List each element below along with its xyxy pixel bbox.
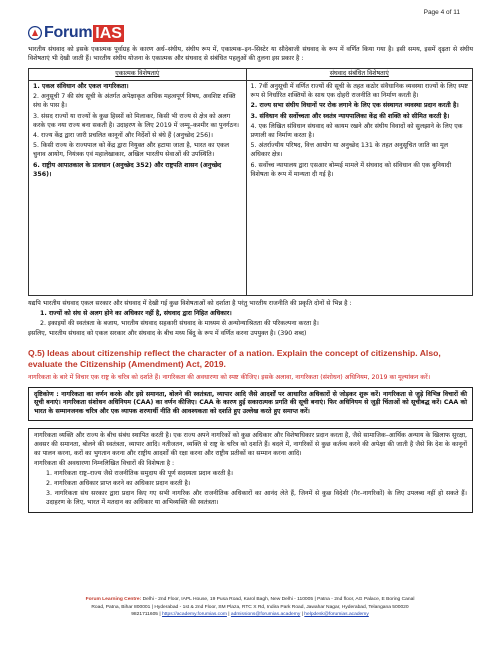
- federal-item: 3. संविधान की सर्वोच्चता और स्वतंत्र न्यायपालिका केंद्र की शक्ति को सीमित करती है।: [250, 112, 450, 120]
- footer-helpdesk-link[interactable]: helpdesk@forumias.academy: [304, 612, 369, 618]
- list-item: 3. नागरिकता संघ सरकार द्वारा प्रदान किए गए सभी नागरिक और राजनीतिक अधिकारों का आनंद लेते हैं, जिनमें से कुछ विदेशी (गैर–नागरिकों) के लिए उपलब्ध नहीं हो सकते हैं। उदाहरण के लिए, भारत में मतदान का अधिकार या अभिव्यक्ति की स्वतंत्रता।: [46, 489, 467, 506]
- conclusion-paragraph: इसलिए, भारतीय संघवाद को एकल सरकार और संघवाद के बीच मध्य बिंदु के रूप में वर्णित करना उपयुक्त है। (390 शब्द): [28, 329, 307, 337]
- footer-address-line-1: Forum Learning Centre: Delhi - 2nd Floor, IAPL House, 19 Pusa Road, Karol Bagh, New Delhi - 110005 | Patna - 2nd floor, AG Palace, E Boring Canal: [85, 597, 415, 602]
- footer-address-line-2: Road, Patna, Bihar 800001 | Hyderabad - 1st & 2nd Floor, SM Plaza, RTC X Rd, Indira Park Road, Jawahar Nagar, Hyderabad, Telangana 500020: [91, 604, 409, 610]
- federal-item: 5. अंतर्राज्यीय परिषद, वित्त आयोग या अनुच्छेद 131 के तहत अनुसूचित जाति का मूल अधिकार क्षेत्र।: [250, 142, 449, 159]
- nature-paragraph: यद्यपि भारतीय संघवाद एकल सरकार और संघवाद में देखी गई कुछ विशेषताओं को दर्शाता है परंतु भारतीय राजनीति की प्रकृति दोनों से भिन्न है :: [28, 299, 352, 307]
- unitary-item: 3. संसद राज्यों या राज्यों के कुछ हिस्सों को मिलाकर, किसी भी राज्य से क्षेत्र को अलग करके एक नया राज्य बना सकती है। उदाहरण के लिए 2019 में जम्मू–कश्मीर का पुनर्गठन।: [33, 112, 240, 129]
- footer-admissions-link[interactable]: admissions@forumias.academy: [230, 612, 301, 618]
- footer-brand: Forum Learning Centre:: [85, 597, 142, 602]
- footer-contact-line: 9821711605 | https://academy.forumias.com | admissions@forumias.academy | helpdesk@forumias.academy: [131, 612, 369, 618]
- list-item: 1. नागरिकता राष्ट्र–राज्य जैसे राजनीतिक समुदाय की पूर्ण सदस्यता प्रदान करती है।: [46, 470, 234, 478]
- answer-paragraph: नागरिकता व्यक्ति और राज्य के बीच संबंध स्थापित करती है। एक राज्य अपने नागरिकों को कुछ अधिकार और विशेषाधिकार प्रदान करता है, जैसे सामाजिक–आर्थिक अन्याय के खिलाफ सुरक्षा, अवसर की समानता, बोलने की स्वतंत्रता, व्यापार आदि। नतीजतन, व्यक्ति से राष्ट्र के चरित्र को दर्शाते हैं। बदले में, नागरिकों से कुछ कर्तव्य करने की अपेक्षा की जाती है जैसे कि देश के कानूनों का पालन करना, करों का भुगतान करना और राष्ट्रीय आदर्शों की रक्षा करना और राष्ट्रीय प्रतीकों का सम्मान करना आदि।: [34, 432, 467, 458]
- page-header: [0, 8, 500, 40]
- unitary-item: 5. किसी राज्य के राज्यपाल को केंद्र द्वारा नियुक्त और हटाया जाता है, भारत का एकल चुनाव आयोग, नियंत्रक एवं महालेखाकार, अखिल भारतीय सेवाओं की उपस्थिति।: [33, 142, 230, 159]
- federal-item: 2. राज्य सभा संघीय विधानों पर रोक लगाने के लिए एक संस्थागत व्यवस्था प्रदान करती है।: [250, 102, 459, 110]
- unitary-item: 1. एकल संविधान और एकल नागरिकता।: [33, 82, 129, 90]
- page-number: Page 4 of 11: [423, 9, 460, 16]
- list-item: 2. इकाइयों की स्वतंत्रता के बजाय, भारतीय संघवाद सहकारी संघवाद के माध्यम से अन्योन्याश्रितता की परिकल्पना करता है।: [40, 319, 319, 327]
- answer-box: [28, 428, 473, 513]
- comparison-table: [28, 68, 473, 296]
- approach-box: [28, 387, 473, 422]
- unitary-item: 2. अनुसूची 7 की संघ सूची के अंतर्गत अपेक्षाकृत अधिक महत्वपूर्ण विषय, अवशिष्ट शक्ति संघ के पास है।: [33, 93, 236, 110]
- approach-text: दृष्टिकोण : नागरिकता का वर्णन करके और इसे समानता, बोलने की स्वतंत्रता, व्यापार आदि जैसे आदर्शों पर आधारित अधिकारों से जोड़कर शुरू करें। नागरिकता से जुड़े विभिन्न विचारों की सूची बनाएं। नागरिकता संशोधन अधिनियम (CAA) का वर्णन कीजिए। CAA के कारण हुई सकारात्मक प्रगति की सूची बनाएं। फिर अधिनियम से जुड़ी चिंताओं को सूचीबद्ध करें। CAA को भारत के सम्मानजनक चरित्र और एक व्यापक शरणार्थी नीति की आवश्यकता को दर्शाते हुए उल्लेख करते हुए समाप्त करें।: [34, 390, 467, 416]
- forum-logo-icon: [28, 26, 42, 40]
- list-item: 1. राज्यों को संघ से अलग होने का अधिकार नहीं है, संघवाद द्वारा निहित अधिकार।: [40, 309, 232, 317]
- nature-list: [28, 310, 473, 329]
- forumias-logo: [28, 22, 124, 45]
- federal-features: [246, 80, 472, 295]
- footer-website-link[interactable]: https://academy.forumias.com: [162, 612, 227, 618]
- logo-text: Forum: [44, 24, 93, 41]
- federal-item: 4. एक लिखित संविधान संघवाद को कायम रखने और संघीय विवादों को सुलझाने के लिए एक प्रणाली का निर्माण करता है।: [250, 123, 463, 139]
- page-content: [28, 46, 473, 513]
- unitary-features: [29, 80, 247, 295]
- footer-phone: 9821711605: [131, 612, 159, 618]
- federal-item: 6. सर्वोच्च न्यायालय द्वारा एसआर बोम्मई मामले में संघवाद को संविधान की एक बुनियादी विशेषता के रूप में मान्यता दी गई है।: [250, 161, 452, 178]
- unitary-item: 6. राष्ट्रीय आपातकाल के प्रावधान (अनुच्छेद 352) और राष्ट्रपति शासन (अनुच्छेद 356)।: [33, 161, 222, 178]
- list-item: 2. नागरिकता अधिकार प्राप्त करने का अधिकार प्रदान करती है।: [46, 480, 191, 487]
- citizenship-ideas-list: [34, 470, 467, 508]
- answer-list-intro: नागरिकता की अवधारणा निम्नलिखित विचारों की विशेषता है :: [34, 460, 175, 468]
- unitary-item: 4. राज्य केंद्र द्वारा जारी प्रचलित कानूनों और निर्देशों से बंधे हैं (अनुच्छेद 256)।: [33, 132, 213, 139]
- logo-badge: IAS: [95, 24, 122, 42]
- federal-header: संघवाद संबंधित विशेषताएं: [246, 68, 472, 80]
- question-title: Q.5) Ideas about citizenship reflect the character of a nation. Explain the concept of citizenship. Also, evaluate the Citizenship (Amendment) Act, 2019.: [28, 347, 441, 369]
- unitary-header: एकात्मक विशेषताएं: [29, 68, 247, 80]
- question-hindi: नागरिकता के बारे में विचार एक राष्ट्र के चरित्र को दर्शाते हैं। नागरिकता की अवधारणा को स्पष्ट कीजिए। इसके अलावा, नागरिकता (संशोधन) अधिनियम, 2019 का मूल्यांकन करें।: [28, 373, 431, 381]
- page-footer: [0, 596, 500, 619]
- intro-paragraph: भारतीय संघवाद को इसके एकात्मक पूर्वाग्रह के कारण अर्ध–संघीय, संघीय रूप में, एकात्मक–इन–सिस्टेर या सौदेबाजी संघवाद के रूप में वर्णित किया गया है। इसी समय, इसमें दृढ़ता से संघीय विशेषताएं भी देखी जाती हैं। भारतीय संघीय योजना के एकात्मक और संघवाद से संबंधित पहलुओं की तुलना इस प्रकार है :: [28, 46, 473, 62]
- federal-item: 1. 7वीं अनुसूची में वर्णित राज्यों की सूची के तहत कठोर संवैधानिक व्यवस्था राज्यों के लिए स्पष्ट रूप से निर्धारित शक्तियों के साथ एक दोहरी राजनीति का निर्माण करती है।: [250, 82, 468, 99]
